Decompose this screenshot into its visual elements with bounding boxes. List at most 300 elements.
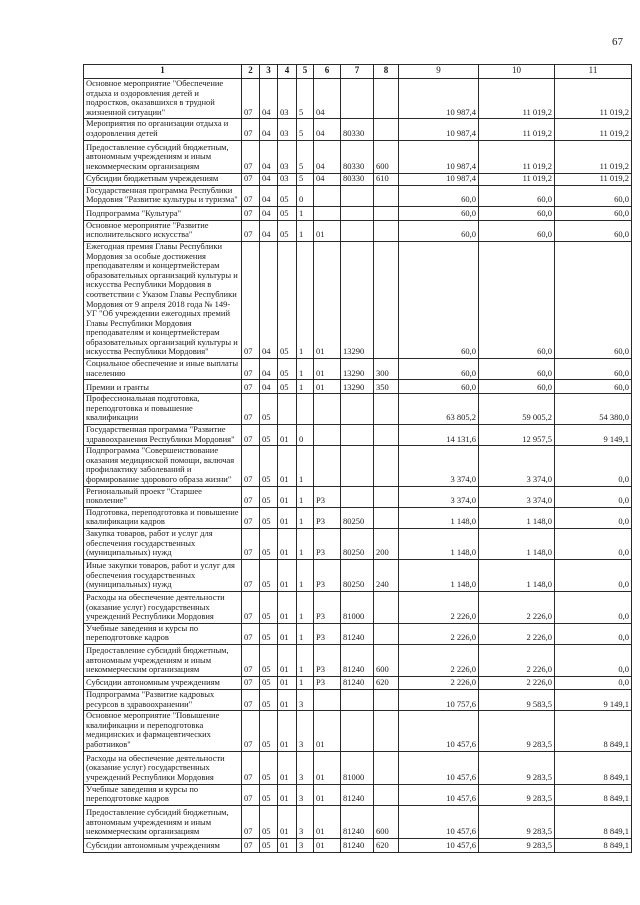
table-row bbox=[84, 394, 632, 425]
amount-cell: 8 849,1 bbox=[555, 784, 632, 805]
code-cell bbox=[341, 79, 374, 119]
code-cell: 04 bbox=[314, 173, 341, 185]
code-cell: 600 bbox=[374, 805, 399, 838]
code-cell: 01 bbox=[278, 689, 297, 710]
code-cell: P3 bbox=[314, 507, 341, 528]
column-header: 11 bbox=[555, 65, 632, 79]
code-cell: P3 bbox=[314, 623, 341, 644]
code-cell: 04 bbox=[260, 359, 278, 380]
code-cell: 03 bbox=[278, 173, 297, 185]
code-cell: P3 bbox=[314, 528, 341, 559]
table-row bbox=[84, 689, 632, 710]
code-cell: 01 bbox=[278, 591, 297, 623]
amount-cell: 8 849,1 bbox=[555, 838, 632, 852]
amount-cell: 9 149,1 bbox=[555, 689, 632, 710]
code-cell bbox=[374, 486, 399, 507]
code-cell: 05 bbox=[260, 528, 278, 559]
amount-cell: 9 283,5 bbox=[479, 711, 555, 751]
code-cell: 04 bbox=[260, 241, 278, 358]
code-cell: 07 bbox=[242, 689, 260, 710]
amount-cell: 1 148,0 bbox=[399, 507, 479, 528]
code-cell: 1 bbox=[297, 241, 314, 358]
amount-cell: 10 987,4 bbox=[399, 79, 479, 119]
code-cell: 07 bbox=[242, 173, 260, 185]
row-name: Основное мероприятие "Развитие исполнительского искусства" bbox=[84, 220, 242, 241]
amount-cell: 60,0 bbox=[555, 185, 632, 206]
code-cell: 07 bbox=[242, 623, 260, 644]
code-cell: 80330 bbox=[341, 173, 374, 185]
amount-cell: 11 019,2 bbox=[479, 79, 555, 119]
column-header: 10 bbox=[479, 65, 555, 79]
row-name: Субсидии бюджетным учреждениям bbox=[84, 173, 242, 185]
code-cell: 05 bbox=[278, 380, 297, 394]
code-cell: 600 bbox=[374, 644, 399, 676]
code-cell: 04 bbox=[260, 206, 278, 220]
amount-cell: 60,0 bbox=[555, 206, 632, 220]
code-cell: 1 bbox=[297, 486, 314, 507]
amount-cell: 60,0 bbox=[399, 185, 479, 206]
code-cell bbox=[374, 425, 399, 446]
amount-cell: 11 019,2 bbox=[479, 140, 555, 173]
code-cell: 3 bbox=[297, 838, 314, 852]
table-row bbox=[84, 623, 632, 644]
amount-cell: 11 019,2 bbox=[555, 79, 632, 119]
amount-cell: 10 457,6 bbox=[399, 838, 479, 852]
amount-cell: 1 148,0 bbox=[479, 507, 555, 528]
code-cell: 01 bbox=[278, 784, 297, 805]
code-cell: 07 bbox=[242, 185, 260, 206]
table-row bbox=[84, 79, 632, 119]
column-header: 8 bbox=[374, 65, 399, 79]
code-cell: 01 bbox=[278, 559, 297, 591]
code-cell: 05 bbox=[260, 689, 278, 710]
code-cell: 80330 bbox=[341, 140, 374, 173]
amount-cell: 60,0 bbox=[399, 220, 479, 241]
code-cell bbox=[374, 623, 399, 644]
code-cell bbox=[374, 206, 399, 220]
column-header: 3 bbox=[260, 65, 278, 79]
table-row bbox=[84, 784, 632, 805]
code-cell: 1 bbox=[297, 446, 314, 486]
row-name: Мероприятия по организации отдыха и оздоровления детей bbox=[84, 119, 242, 140]
amount-cell: 11 019,2 bbox=[479, 173, 555, 185]
code-cell bbox=[374, 119, 399, 140]
code-cell: 04 bbox=[260, 220, 278, 241]
code-cell: 04 bbox=[314, 140, 341, 173]
code-cell: 80250 bbox=[341, 507, 374, 528]
amount-cell: 11 019,2 bbox=[555, 119, 632, 140]
code-cell: 1 bbox=[297, 507, 314, 528]
code-cell: 0 bbox=[297, 185, 314, 206]
amount-cell: 2 226,0 bbox=[479, 676, 555, 689]
amount-cell: 60,0 bbox=[399, 206, 479, 220]
row-name: Подпрограмма "Развитие кадровых ресурсов в здравоохранении" bbox=[84, 689, 242, 710]
code-cell: 01 bbox=[314, 838, 341, 852]
row-name: Учебные заведения и курсы по переподготовке кадров bbox=[84, 623, 242, 644]
table-row bbox=[84, 591, 632, 623]
row-name: Закупка товаров, работ и услуг для обеспечения государственных (муниципальных) нужд bbox=[84, 528, 242, 559]
column-header: 4 bbox=[278, 65, 297, 79]
amount-cell: 1 148,0 bbox=[479, 559, 555, 591]
table-row bbox=[84, 140, 632, 173]
code-cell: 05 bbox=[260, 711, 278, 751]
code-cell: 1 bbox=[297, 528, 314, 559]
code-cell bbox=[374, 784, 399, 805]
amount-cell: 9 283,5 bbox=[479, 751, 555, 784]
code-cell: 1 bbox=[297, 676, 314, 689]
code-cell bbox=[314, 394, 341, 425]
code-cell: 5 bbox=[297, 140, 314, 173]
code-cell: 07 bbox=[242, 119, 260, 140]
amount-cell: 10 757,6 bbox=[399, 689, 479, 710]
code-cell bbox=[341, 220, 374, 241]
table-row bbox=[84, 241, 632, 358]
amount-cell: 60,0 bbox=[555, 220, 632, 241]
row-name: Подпрограмма "Культура" bbox=[84, 206, 242, 220]
code-cell: 05 bbox=[260, 784, 278, 805]
code-cell: 01 bbox=[278, 805, 297, 838]
amount-cell: 9 283,5 bbox=[479, 784, 555, 805]
amount-cell: 14 131,6 bbox=[399, 425, 479, 446]
amount-cell: 11 019,2 bbox=[555, 140, 632, 173]
code-cell: P3 bbox=[314, 591, 341, 623]
code-cell: 01 bbox=[278, 623, 297, 644]
table-row bbox=[84, 507, 632, 528]
code-cell bbox=[341, 486, 374, 507]
row-name: Подпрограмма "Совершенствование оказания медицинской помощи, включая профилактику заболеваний и формирование здорового образа жизни" bbox=[84, 446, 242, 486]
amount-cell: 10 987,4 bbox=[399, 173, 479, 185]
code-cell: 05 bbox=[260, 676, 278, 689]
code-cell: 13290 bbox=[341, 359, 374, 380]
code-cell bbox=[314, 446, 341, 486]
table-header-row bbox=[84, 65, 632, 79]
code-cell bbox=[341, 711, 374, 751]
code-cell: 07 bbox=[242, 644, 260, 676]
code-cell: P3 bbox=[314, 486, 341, 507]
amount-cell: 60,0 bbox=[555, 241, 632, 358]
code-cell: 05 bbox=[260, 394, 278, 425]
row-name: Расходы на обеспечение деятельности (оказание услуг) государственных учреждений Республики Мордовия bbox=[84, 751, 242, 784]
row-name: Субсидии автономным учреждениям bbox=[84, 838, 242, 852]
amount-cell: 0,0 bbox=[555, 446, 632, 486]
code-cell: 1 bbox=[297, 359, 314, 380]
row-name: Иные закупки товаров, работ и услуг для обеспечения государственных (муниципальных) нужд bbox=[84, 559, 242, 591]
code-cell: 1 bbox=[297, 644, 314, 676]
amount-cell: 60,0 bbox=[479, 206, 555, 220]
code-cell: 05 bbox=[260, 751, 278, 784]
code-cell: 01 bbox=[278, 838, 297, 852]
code-cell: 05 bbox=[278, 359, 297, 380]
code-cell bbox=[374, 394, 399, 425]
amount-cell: 60,0 bbox=[399, 359, 479, 380]
code-cell: 07 bbox=[242, 784, 260, 805]
code-cell: 5 bbox=[297, 79, 314, 119]
amount-cell: 3 374,0 bbox=[479, 446, 555, 486]
code-cell: 04 bbox=[314, 79, 341, 119]
code-cell: 05 bbox=[278, 220, 297, 241]
code-cell: 610 bbox=[374, 173, 399, 185]
amount-cell: 10 457,6 bbox=[399, 751, 479, 784]
code-cell bbox=[341, 446, 374, 486]
code-cell: 07 bbox=[242, 206, 260, 220]
code-cell: 80250 bbox=[341, 528, 374, 559]
code-cell: 04 bbox=[260, 79, 278, 119]
row-name: Расходы на обеспечение деятельности (оказание услуг) государственных учреждений Республики Мордовия bbox=[84, 591, 242, 623]
table-row bbox=[84, 486, 632, 507]
column-header: 5 bbox=[297, 65, 314, 79]
table-row bbox=[84, 446, 632, 486]
code-cell bbox=[297, 394, 314, 425]
code-cell bbox=[374, 751, 399, 784]
table-row bbox=[84, 380, 632, 394]
amount-cell: 0,0 bbox=[555, 644, 632, 676]
amount-cell: 2 226,0 bbox=[399, 591, 479, 623]
amount-cell: 60,0 bbox=[479, 220, 555, 241]
code-cell: 3 bbox=[297, 689, 314, 710]
code-cell: 01 bbox=[278, 486, 297, 507]
table-row bbox=[84, 805, 632, 838]
code-cell: P3 bbox=[314, 559, 341, 591]
code-cell: 81240 bbox=[341, 623, 374, 644]
code-cell: 05 bbox=[278, 206, 297, 220]
row-name: Предоставление субсидий бюджетным, автономным учреждениям и иным некоммерческим организациям bbox=[84, 140, 242, 173]
amount-cell: 2 226,0 bbox=[399, 676, 479, 689]
amount-cell: 9 583,5 bbox=[479, 689, 555, 710]
code-cell: 0 bbox=[297, 425, 314, 446]
page-number: 67 bbox=[612, 36, 623, 48]
amount-cell: 60,0 bbox=[479, 241, 555, 358]
amount-cell: 3 374,0 bbox=[399, 446, 479, 486]
code-cell: 03 bbox=[278, 140, 297, 173]
code-cell: 240 bbox=[374, 559, 399, 591]
code-cell: 01 bbox=[278, 507, 297, 528]
code-cell: 07 bbox=[242, 751, 260, 784]
code-cell: 600 bbox=[374, 140, 399, 173]
code-cell bbox=[374, 185, 399, 206]
code-cell bbox=[374, 79, 399, 119]
code-cell: 81240 bbox=[341, 805, 374, 838]
code-cell: 05 bbox=[260, 486, 278, 507]
amount-cell: 3 374,0 bbox=[399, 486, 479, 507]
code-cell: 3 bbox=[297, 711, 314, 751]
code-cell: 80330 bbox=[341, 119, 374, 140]
code-cell: 300 bbox=[374, 359, 399, 380]
table-row bbox=[84, 711, 632, 751]
row-name: Ежегодная премия Главы Республики Мордовия за особые достижения преподавателям и концертмейстерам образовательных организаций культуры и искусства Республики Мордовия в соответствии с Указом Главы Республики Мордовия от 9 апреля 2018 года № 149-УГ "Об учреждении ежегодных премий Главы Республики Мордовия преподавателям и концертмейстерам образовательных организаций культуры и искусства Республики Мордовия" bbox=[84, 241, 242, 358]
table-row bbox=[84, 644, 632, 676]
amount-cell: 0,0 bbox=[555, 507, 632, 528]
code-cell bbox=[374, 711, 399, 751]
code-cell bbox=[374, 507, 399, 528]
code-cell: 05 bbox=[260, 425, 278, 446]
row-name: Региональный проект "Старшее поколение" bbox=[84, 486, 242, 507]
amount-cell: 59 005,2 bbox=[479, 394, 555, 425]
column-header: 1 bbox=[84, 65, 242, 79]
amount-cell: 8 849,1 bbox=[555, 711, 632, 751]
code-cell: 81240 bbox=[341, 838, 374, 852]
amount-cell: 10 987,4 bbox=[399, 119, 479, 140]
column-header: 2 bbox=[242, 65, 260, 79]
table-row bbox=[84, 528, 632, 559]
table-row bbox=[84, 220, 632, 241]
code-cell: 13290 bbox=[341, 241, 374, 358]
code-cell: 07 bbox=[242, 676, 260, 689]
code-cell bbox=[341, 394, 374, 425]
code-cell: 3 bbox=[297, 784, 314, 805]
amount-cell: 54 380,0 bbox=[555, 394, 632, 425]
column-header: 9 bbox=[399, 65, 479, 79]
code-cell: 05 bbox=[260, 559, 278, 591]
code-cell bbox=[278, 394, 297, 425]
amount-cell: 12 957,5 bbox=[479, 425, 555, 446]
code-cell: 07 bbox=[242, 359, 260, 380]
code-cell: 04 bbox=[314, 119, 341, 140]
code-cell: 81000 bbox=[341, 751, 374, 784]
code-cell: 1 bbox=[297, 380, 314, 394]
amount-cell: 2 226,0 bbox=[399, 623, 479, 644]
code-cell: P3 bbox=[314, 676, 341, 689]
code-cell: 07 bbox=[242, 838, 260, 852]
code-cell bbox=[374, 241, 399, 358]
code-cell: 07 bbox=[242, 79, 260, 119]
code-cell: 200 bbox=[374, 528, 399, 559]
code-cell: 01 bbox=[314, 784, 341, 805]
code-cell: 5 bbox=[297, 119, 314, 140]
code-cell: 01 bbox=[314, 751, 341, 784]
amount-cell: 60,0 bbox=[399, 241, 479, 358]
code-cell: 01 bbox=[314, 711, 341, 751]
code-cell bbox=[341, 206, 374, 220]
code-cell: 350 bbox=[374, 380, 399, 394]
amount-cell: 9 149,1 bbox=[555, 425, 632, 446]
code-cell: 1 bbox=[297, 206, 314, 220]
amount-cell: 8 849,1 bbox=[555, 805, 632, 838]
code-cell: 04 bbox=[260, 380, 278, 394]
amount-cell: 10 457,6 bbox=[399, 711, 479, 751]
amount-cell: 63 805,2 bbox=[399, 394, 479, 425]
code-cell: 01 bbox=[314, 805, 341, 838]
amount-cell: 0,0 bbox=[555, 559, 632, 591]
amount-cell: 1 148,0 bbox=[399, 528, 479, 559]
table-row bbox=[84, 173, 632, 185]
code-cell: 05 bbox=[278, 185, 297, 206]
row-name: Профессиональная подготовка, переподготовка и повышение квалификации bbox=[84, 394, 242, 425]
row-name: Субсидии автономным учреждениям bbox=[84, 676, 242, 689]
code-cell: 01 bbox=[278, 751, 297, 784]
table-row bbox=[84, 559, 632, 591]
row-name: Социальное обеспечение и иные выплаты населению bbox=[84, 359, 242, 380]
code-cell: 03 bbox=[278, 79, 297, 119]
row-name: Подготовка, переподготовка и повышение квалификации кадров bbox=[84, 507, 242, 528]
code-cell bbox=[314, 185, 341, 206]
amount-cell: 1 148,0 bbox=[399, 559, 479, 591]
table-row bbox=[84, 185, 632, 206]
code-cell: 3 bbox=[297, 751, 314, 784]
code-cell: 04 bbox=[260, 140, 278, 173]
code-cell: 04 bbox=[260, 119, 278, 140]
code-cell: 01 bbox=[314, 380, 341, 394]
code-cell: 07 bbox=[242, 140, 260, 173]
code-cell: 620 bbox=[374, 676, 399, 689]
code-cell: 01 bbox=[278, 711, 297, 751]
amount-cell: 60,0 bbox=[479, 359, 555, 380]
column-header: 7 bbox=[341, 65, 374, 79]
amount-cell: 11 019,2 bbox=[555, 173, 632, 185]
code-cell bbox=[374, 220, 399, 241]
code-cell: P3 bbox=[314, 644, 341, 676]
amount-cell: 10 987,4 bbox=[399, 140, 479, 173]
code-cell: 05 bbox=[260, 644, 278, 676]
code-cell: 01 bbox=[314, 220, 341, 241]
table-row bbox=[84, 676, 632, 689]
code-cell: 03 bbox=[278, 119, 297, 140]
amount-cell: 0,0 bbox=[555, 591, 632, 623]
table-row bbox=[84, 425, 632, 446]
code-cell: 01 bbox=[314, 359, 341, 380]
amount-cell: 0,0 bbox=[555, 676, 632, 689]
code-cell bbox=[314, 689, 341, 710]
row-name: Предоставление субсидий бюджетным, автономным учреждениям и иным некоммерческим организациям bbox=[84, 644, 242, 676]
code-cell: 05 bbox=[260, 838, 278, 852]
code-cell: 81000 bbox=[341, 591, 374, 623]
amount-cell: 2 226,0 bbox=[479, 644, 555, 676]
amount-cell: 10 457,6 bbox=[399, 784, 479, 805]
code-cell: 05 bbox=[260, 507, 278, 528]
code-cell: 07 bbox=[242, 446, 260, 486]
budget-table bbox=[83, 64, 632, 853]
code-cell: 07 bbox=[242, 805, 260, 838]
code-cell: 80250 bbox=[341, 559, 374, 591]
row-name: Предоставление субсидий бюджетным, автономным учреждениям и иным некоммерческим организациям bbox=[84, 805, 242, 838]
code-cell: 07 bbox=[242, 528, 260, 559]
code-cell: 05 bbox=[278, 241, 297, 358]
code-cell bbox=[314, 425, 341, 446]
table-row bbox=[84, 119, 632, 140]
row-name: Учебные заведения и курсы по переподготовке кадров bbox=[84, 784, 242, 805]
amount-cell: 2 226,0 bbox=[399, 644, 479, 676]
code-cell: 01 bbox=[314, 241, 341, 358]
amount-cell: 0,0 bbox=[555, 623, 632, 644]
amount-cell: 1 148,0 bbox=[479, 528, 555, 559]
code-cell bbox=[374, 689, 399, 710]
code-cell: 01 bbox=[278, 446, 297, 486]
code-cell: 1 bbox=[297, 220, 314, 241]
code-cell: 3 bbox=[297, 805, 314, 838]
code-cell: 05 bbox=[260, 446, 278, 486]
code-cell: 07 bbox=[242, 486, 260, 507]
code-cell: 04 bbox=[260, 173, 278, 185]
code-cell bbox=[341, 425, 374, 446]
row-name: Государственная программа "Развитие здравоохранения Республики Мордовия" bbox=[84, 425, 242, 446]
code-cell: 07 bbox=[242, 241, 260, 358]
code-cell: 07 bbox=[242, 559, 260, 591]
code-cell: 1 bbox=[297, 623, 314, 644]
amount-cell: 9 283,5 bbox=[479, 838, 555, 852]
table-row bbox=[84, 751, 632, 784]
code-cell bbox=[314, 206, 341, 220]
code-cell: 07 bbox=[242, 394, 260, 425]
row-name: Государственная программа Республики Мордовия "Развитие культуры и туризма" bbox=[84, 185, 242, 206]
amount-cell: 8 849,1 bbox=[555, 751, 632, 784]
amount-cell: 2 226,0 bbox=[479, 623, 555, 644]
code-cell: 01 bbox=[278, 676, 297, 689]
code-cell: 07 bbox=[242, 425, 260, 446]
code-cell: 07 bbox=[242, 380, 260, 394]
code-cell: 81240 bbox=[341, 644, 374, 676]
amount-cell: 9 283,5 bbox=[479, 805, 555, 838]
row-name: Премии и гранты bbox=[84, 380, 242, 394]
code-cell: 07 bbox=[242, 220, 260, 241]
